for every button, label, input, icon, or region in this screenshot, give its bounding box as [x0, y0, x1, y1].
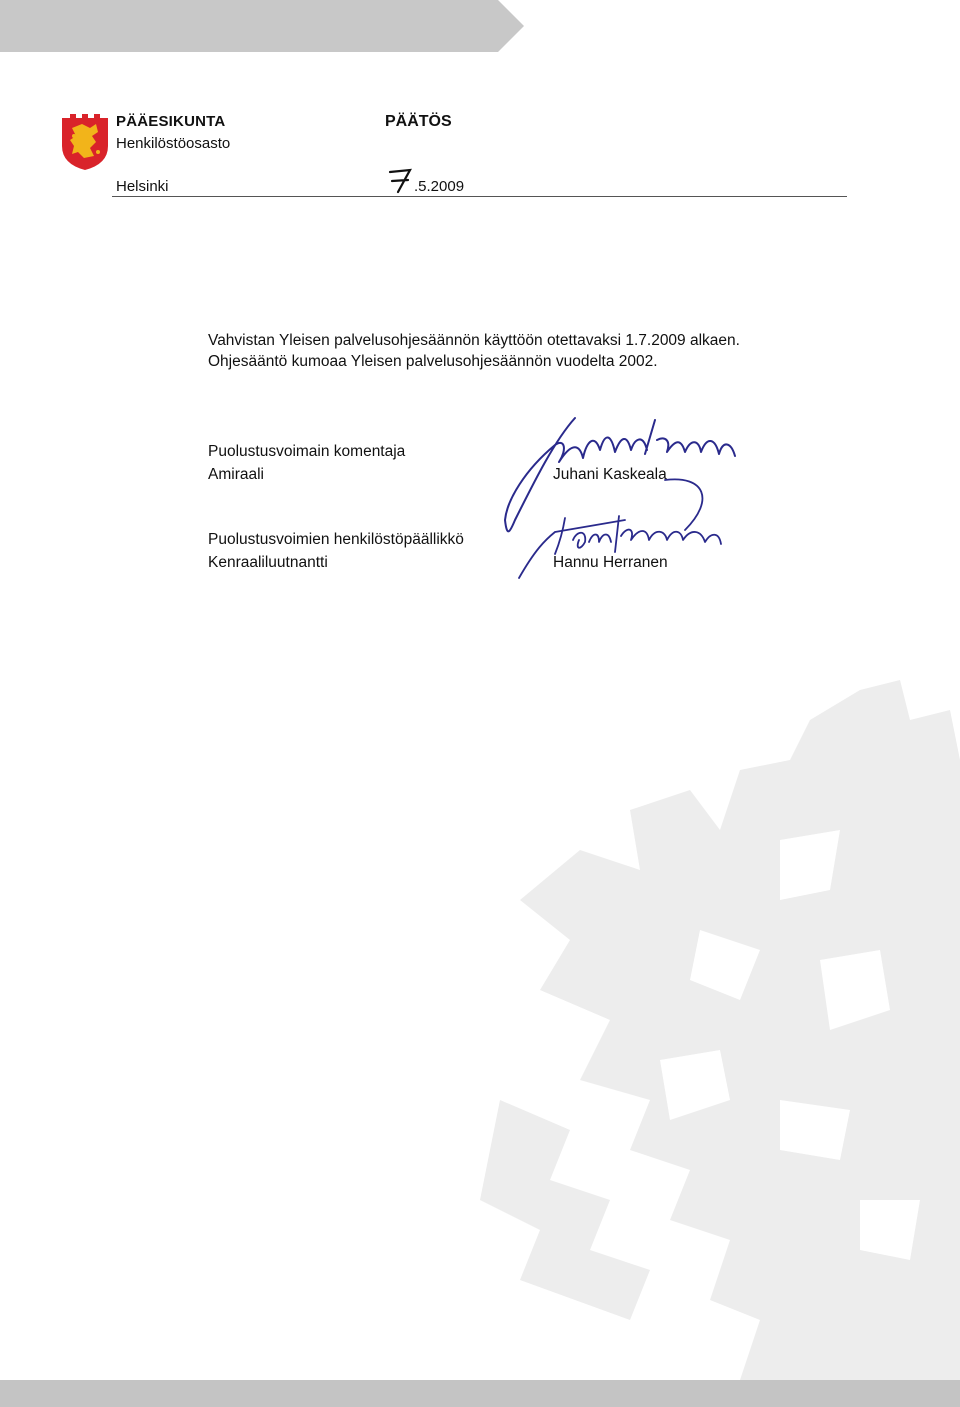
bottom-bar [0, 1380, 960, 1407]
signer-2-title: Puolustusvoimien henkilöstöpäällikkö [208, 531, 464, 548]
signature-2 [515, 470, 725, 580]
document-place: Helsinki [116, 178, 169, 195]
document-date: .5.2009 [414, 178, 465, 195]
signer-2-rank: Kenraaliluutnantti [208, 554, 328, 571]
signer-1-title: Puolustusvoimain komentaja [208, 443, 406, 460]
signer-1-rank: Amiraali [208, 466, 264, 483]
document-type: PÄÄTÖS [385, 113, 452, 130]
header-divider [112, 196, 847, 197]
handwritten-date-day [386, 166, 416, 194]
organization-name: PÄÄESIKUNTA [116, 113, 226, 130]
department-name: Henkilöstöosasto [116, 135, 231, 152]
decision-text: Vahvistan Yleisen palvelusohjesäännön käyttöön otettavaksi 1.7.2009 alkaen. Ohjesääntö kumoaa Yleisen palvelusohjesäännön vuodelta 2002. [208, 332, 740, 370]
signer-1-name: Juhani Kaskeala [553, 466, 667, 483]
top-banner [0, 0, 960, 52]
lion-watermark [480, 680, 960, 1380]
signer-2-name: Hannu Herranen [553, 554, 668, 571]
coat-of-arms-logo [60, 112, 110, 170]
